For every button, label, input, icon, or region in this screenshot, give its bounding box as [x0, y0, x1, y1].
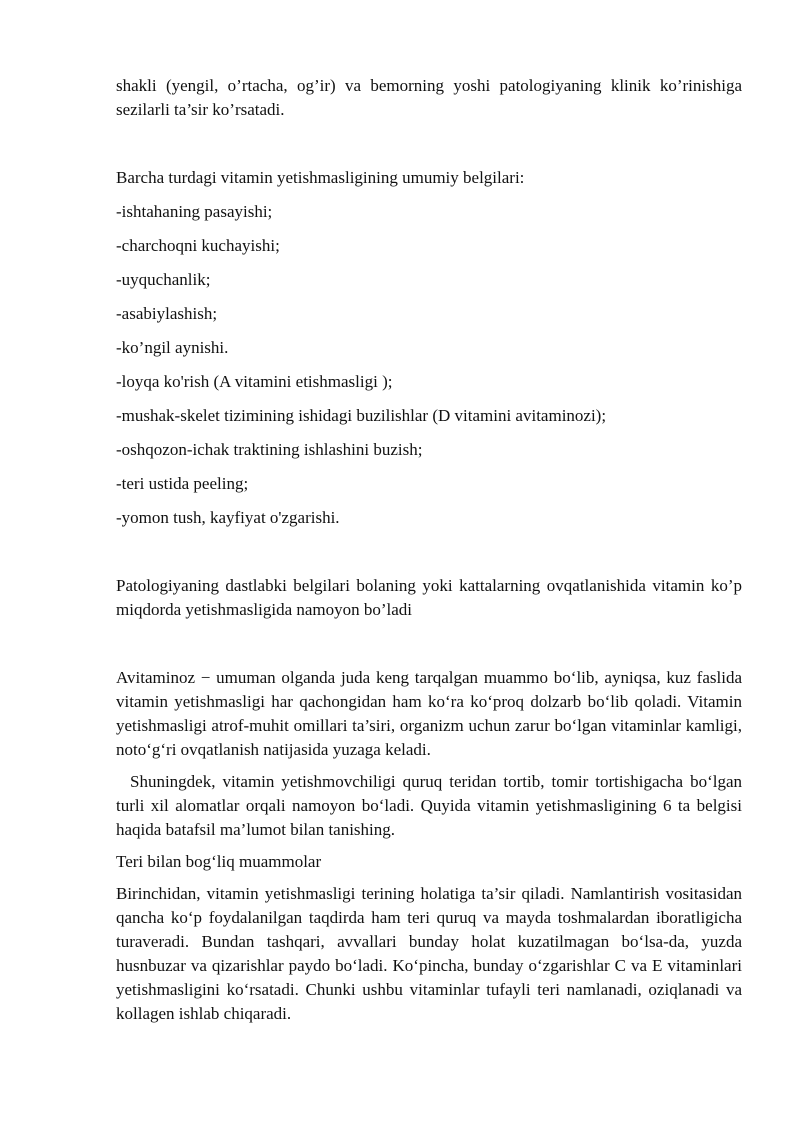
list-item: -mushak-skelet tizimining ishidagi buzilishlar (D vitamini avitaminozi); — [116, 406, 607, 425]
list-item: -teri ustida peeling; — [116, 474, 249, 493]
list-item: -ko’ngil aynishi. — [116, 338, 229, 357]
list-item: -asabiylashish; — [116, 304, 218, 323]
signs-list — [116, 200, 742, 530]
list-item: -charchoqni kuchayishi; — [116, 236, 280, 255]
list-item: -yomon tush, kayfiyat o'zgarishi. — [116, 508, 340, 527]
document-page — [116, 74, 742, 1026]
list-item: -uyquchanlik; — [116, 270, 211, 289]
signs-heading: Barcha turdagi vitamin yetishmasligining umumiy belgilari: — [116, 168, 525, 187]
list-item: -loyqa ko'rish (A vitamini etishmasligi ); — [116, 372, 393, 391]
list-item: -oshqozon-ichak traktining ishlashini buzish; — [116, 440, 423, 459]
avitaminoz-paragraph: Avitaminoz − umuman olganda juda keng tarqalgan muammo bo‘lib, ayniqsa, kuz faslida vitamin yetishmasligi har qachongidan ham ko‘ra ko‘proq dolzarb bo‘lib qoladi. Vitamin yetishmasligi atrof-muhit omillari ta’siri, organizm uchun zarur bo‘lgan vitaminlar kamligi, noto‘g‘ri ovqatlanish natijasida yuzaga keladi. — [116, 668, 742, 759]
early-signs-paragraph: Patologiyaning dastlabki belgilari bolaning yoki kattalarning ovqatlanishida vitamin ko’p miqdorda yetishmasligida namoyon bo’ladi — [116, 576, 742, 619]
list-item: -ishtahaning pasayishi; — [116, 202, 273, 221]
symptoms-paragraph: Shuningdek, vitamin yetishmovchiligi quruq teridan tortib, tomir tortishigacha bo‘lgan turli xil alomatlar orqali namoyon bo‘ladi. Quyida vitamin yetishmasligining 6 ta belgisi haqida batafsil ma’lumot bilan tanishing. — [116, 772, 742, 839]
skin-paragraph: Birinchidan, vitamin yetishmasligi terining holatiga ta’sir qiladi. Namlantirish vositasidan qancha ko‘p foydalanilgan taqdirda ham teri quruq va mayda toshmalardan iboratligicha turaveradi. Bundan tashqari, avvallari bunday holat kuzatilmagan bo‘lsa-da, yuzda husnbuzar va qizarishlar paydo bo‘ladi. Ko‘pincha, bunday o‘zgarishlar C va E vitaminlari yetishmasligini ko‘rsatadi. Chunki ushbu vitaminlar tufayli teri namlanadi, oziqlanadi va kollagen ishlab chiqaradi. — [116, 884, 742, 1023]
intro-paragraph: shakli (yengil, o’rtacha, og’ir) va bemorning yoshi patologiyaning klinik ko’rinishiga sezilarli ta’sir ko’rsatadi. — [116, 76, 742, 119]
skin-heading: Teri bilan bog‘liq muammolar — [116, 852, 322, 871]
